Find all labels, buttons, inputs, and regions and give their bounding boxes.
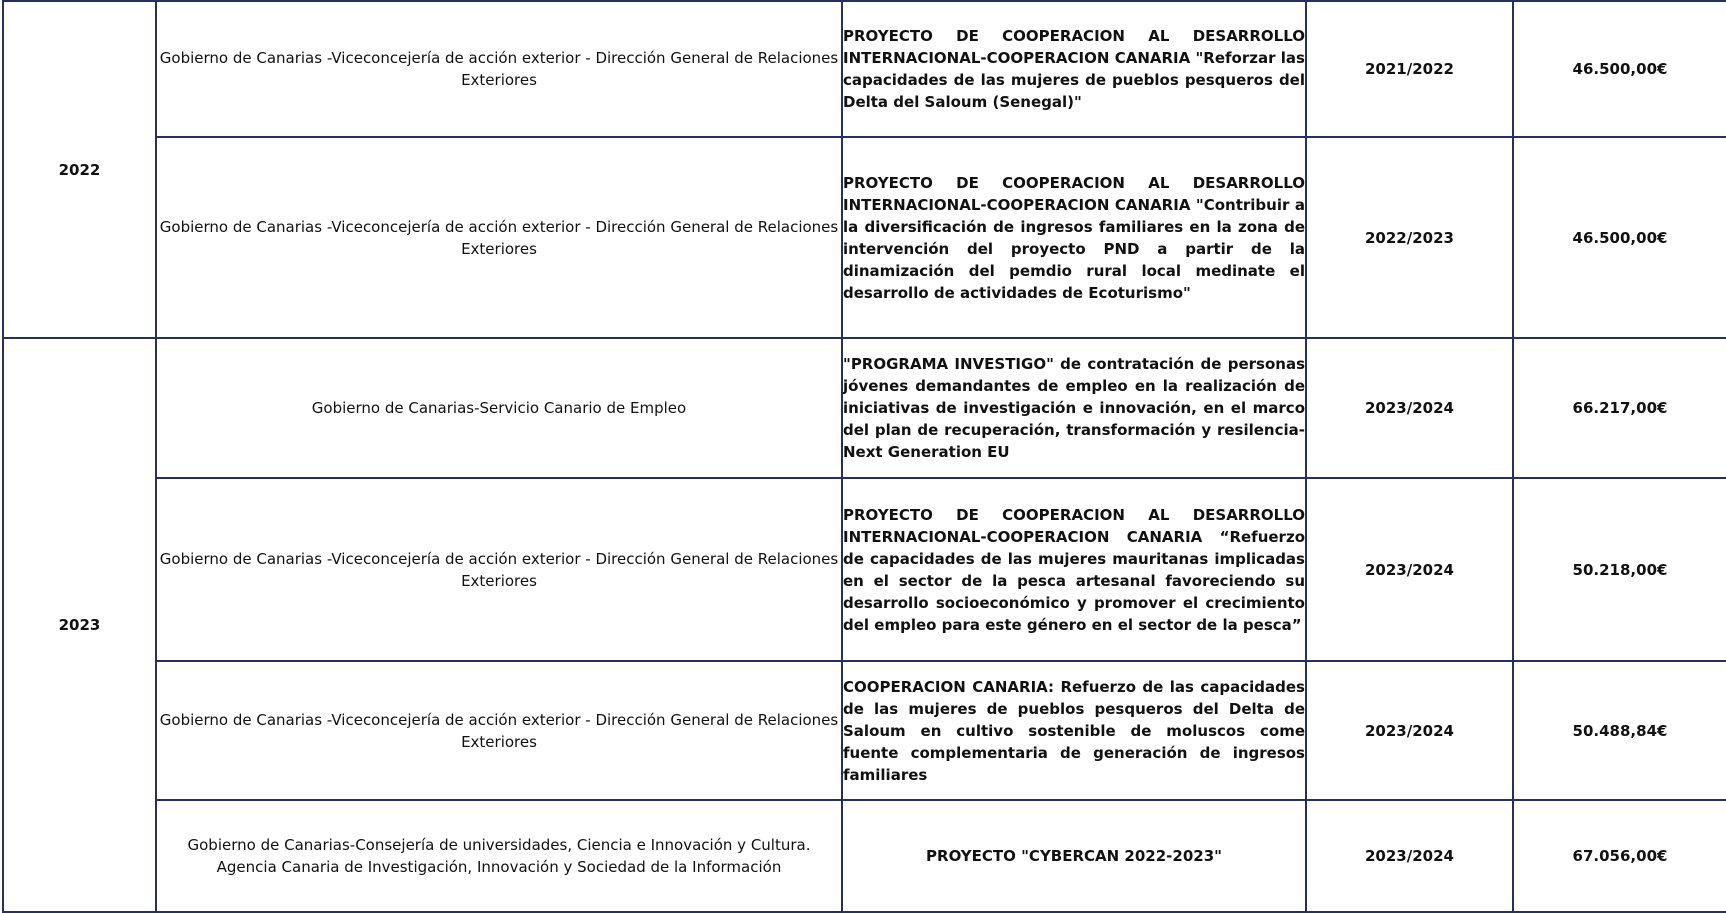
table-row xyxy=(3,137,1726,338)
table-row xyxy=(3,1,1726,137)
project-cell: PROYECTO "CYBERCAN 2022-2023" xyxy=(842,800,1306,912)
organism-cell: Gobierno de Canarias-Servicio Canario de Empleo xyxy=(156,338,842,478)
period-cell: 2023/2024 xyxy=(1306,800,1513,912)
table-row xyxy=(3,338,1726,478)
organism-cell: Gobierno de Canarias -Viceconcejería de acción exterior - Dirección General de Relaciones Exteriores xyxy=(156,661,842,800)
period-cell: 2023/2024 xyxy=(1306,661,1513,800)
organism-cell: Gobierno de Canarias -Viceconcejería de acción exterior - Dirección General de Relaciones Exteriores xyxy=(156,478,842,661)
year-cell: 2022 xyxy=(3,1,156,338)
amount-cell: 66.217,00€ xyxy=(1513,338,1726,478)
amount-cell: 50.488,84€ xyxy=(1513,661,1726,800)
organism-cell: Gobierno de Canarias -Viceconcejería de acción exterior - Dirección General de Relaciones Exteriores xyxy=(156,137,842,338)
amount-cell: 50.218,00€ xyxy=(1513,478,1726,661)
amount-cell: 46.500,00€ xyxy=(1513,137,1726,338)
organism-cell: Gobierno de Canarias -Viceconcejería de acción exterior - Dirección General de Relaciones Exteriores xyxy=(156,1,842,137)
grants-table xyxy=(2,0,1726,913)
table-row xyxy=(3,661,1726,800)
amount-cell: 67.056,00€ xyxy=(1513,800,1726,912)
amount-cell: 46.500,00€ xyxy=(1513,1,1726,137)
period-cell: 2023/2024 xyxy=(1306,338,1513,478)
table-row xyxy=(3,478,1726,661)
year-cell: 2023 xyxy=(3,338,156,912)
project-cell: PROYECTO DE COOPERACION AL DESARROLLO INTERNACIONAL-COOPERACION CANARIA "Reforzar las capacidades de las mujeres de pueblos pesqueros del Delta del Saloum (Senegal)" xyxy=(842,1,1306,137)
organism-cell: Gobierno de Canarias-Consejería de universidades, Ciencia e Innovación y Cultura. Agencia Canaria de Investigación, Innovación y Sociedad de la Información xyxy=(156,800,842,912)
period-cell: 2022/2023 xyxy=(1306,137,1513,338)
project-cell: COOPERACION CANARIA: Refuerzo de las capacidades de las mujeres de pueblos pesqueros del Delta de Saloum en cultivo sostenible de moluscos come fuente complementaria de generación de ingresos familiares xyxy=(842,661,1306,800)
table-row xyxy=(3,800,1726,912)
period-cell: 2023/2024 xyxy=(1306,478,1513,661)
project-cell: "PROGRAMA INVESTIGO" de contratación de personas jóvenes demandantes de empleo en la realización de iniciativas de investigación e innovación, en el marco del plan de recuperación, transformación y resilencia-Next Generation EU xyxy=(842,338,1306,478)
period-cell: 2021/2022 xyxy=(1306,1,1513,137)
project-cell: PROYECTO DE COOPERACION AL DESARROLLO INTERNACIONAL-COOPERACION CANARIA “Refuerzo de capacidades de las mujeres mauritanas implicadas en el sector de la pesca artesanal favoreciendo su desarrollo socioeconómico y promover el crecimiento del empleo para este género en el sector de la pesca” xyxy=(842,478,1306,661)
project-cell: PROYECTO DE COOPERACION AL DESARROLLO INTERNACIONAL-COOPERACION CANARIA "Contribuir a la diversificación de ingresos familiares en la zona de intervención del proyecto PND a partir de la dinamización del pemdio rural local medinate el desarrollo de actividades de Ecoturismo" xyxy=(842,137,1306,338)
